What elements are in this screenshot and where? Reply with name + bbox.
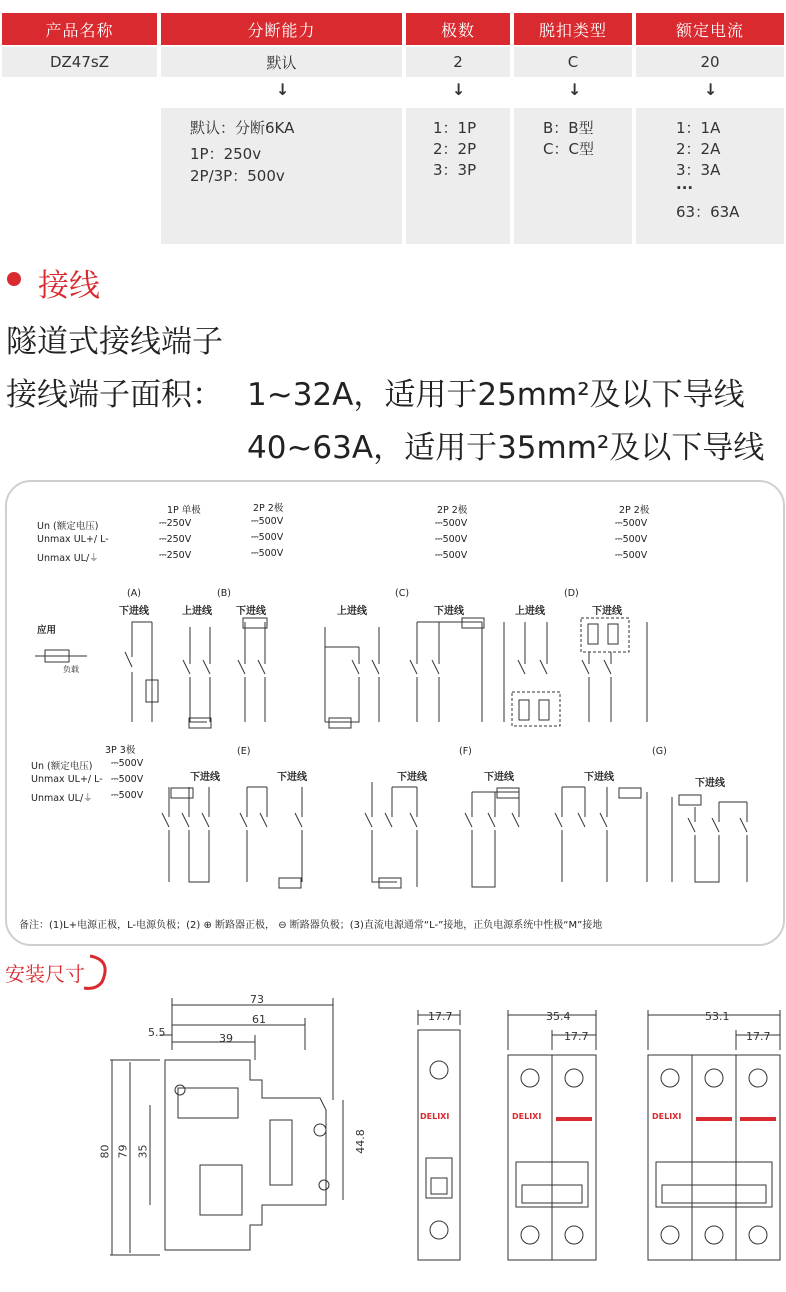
- value-breaking-capacity: 默认: [161, 47, 402, 77]
- bullet-icon: [7, 272, 21, 286]
- install-drawings: [0, 990, 786, 1290]
- col-title: 1P 单极: [167, 505, 201, 516]
- col-value: ⎓500V: [111, 774, 144, 785]
- install-title: 安装尺寸: [5, 962, 85, 986]
- arrow-down-icon: ↓: [276, 80, 290, 99]
- header-breaking-capacity: 分断能力: [161, 13, 402, 45]
- col-value: ⎓500V: [111, 758, 144, 769]
- col-value: ⎓500V: [251, 516, 284, 527]
- dim-53-1: 53.1: [705, 1010, 730, 1023]
- lower-in-label: 下进线: [695, 778, 725, 789]
- col-value: ⎓500V: [111, 790, 144, 801]
- tag-e: (E): [237, 746, 251, 757]
- col-value: ⎓500V: [251, 548, 284, 559]
- option-text: 2：2A: [676, 140, 721, 158]
- tag-c: (C): [395, 588, 410, 599]
- row-label: Un (额定电压): [31, 761, 93, 772]
- option-text: C：C型: [543, 140, 594, 158]
- lower-in-label: 下进线: [584, 772, 614, 783]
- option-text: B：B型: [543, 119, 594, 137]
- dim-35: 35: [136, 1144, 150, 1159]
- col-value: ⎓500V: [615, 518, 648, 529]
- lower-in-label: 下进线: [236, 606, 266, 617]
- options-poles: [406, 108, 510, 244]
- header-trip-type: 脱扣类型: [514, 13, 632, 45]
- dim-44-8: 44.8: [353, 1129, 367, 1154]
- terminal-area-line2: 40~63A，适用于35mm²及以下导线: [247, 430, 765, 466]
- brand-logo: DELIXI: [652, 1112, 682, 1121]
- terminal-type: 隧道式接线端子: [6, 324, 223, 360]
- tag-f: (F): [459, 746, 472, 757]
- brand-logo: DELIXI: [512, 1112, 542, 1121]
- option-text: 1：1A: [676, 119, 721, 137]
- col-value: ⎓500V: [251, 532, 284, 543]
- dim-73: 73: [250, 993, 264, 1006]
- col-title: 2P 2极: [437, 505, 468, 516]
- option-text: 2P/3P：500v: [190, 167, 285, 185]
- option-text: ...: [676, 175, 694, 193]
- arrow-down-icon: ↓: [704, 80, 718, 99]
- upper-in-label: 上进线: [182, 606, 212, 617]
- value-trip-type: C: [514, 47, 632, 77]
- dim-80: 80: [98, 1144, 112, 1159]
- tag-a: (A): [127, 588, 141, 599]
- col-value: ⎓500V: [435, 550, 468, 561]
- options-current: [636, 108, 784, 244]
- row-label: Unmax UL+/ L-: [31, 774, 103, 785]
- dim-39: 39: [219, 1032, 233, 1045]
- terminal-area-label: 接线端子面积：: [6, 377, 223, 413]
- options-trip: [514, 108, 632, 244]
- col-value: ⎓250V: [159, 550, 192, 561]
- lower-in-label: 下进线: [484, 772, 514, 783]
- wiring-diagram-panel: [5, 480, 785, 946]
- row-label: Unmax UL/⏚: [31, 793, 93, 804]
- col-value: ⎓250V: [159, 534, 192, 545]
- col-value: ⎓250V: [159, 518, 192, 529]
- col-value: ⎓500V: [435, 534, 468, 545]
- col-value: ⎓500V: [615, 550, 648, 561]
- lower-in-label: 下进线: [592, 606, 622, 617]
- lower-in-label: 下进线: [397, 772, 427, 783]
- terminal-area-line1: 1~32A，适用于25mm²及以下导线: [247, 377, 745, 413]
- dim-5-5: 5.5: [148, 1026, 166, 1039]
- upper-in-label: 上进线: [337, 606, 367, 617]
- col-title: 2P 2极: [619, 505, 650, 516]
- value-product-name: DZ47sZ: [2, 47, 157, 77]
- option-text: 2：2P: [433, 140, 477, 158]
- tag-d: (D): [564, 588, 579, 599]
- dim-79: 79: [116, 1144, 130, 1159]
- upper-in-label: 上进线: [515, 606, 545, 617]
- row-label: Unmax UL+/ L-: [37, 534, 109, 545]
- lower-in-label: 下进线: [434, 606, 464, 617]
- dim-17-7: 17.7: [428, 1010, 453, 1023]
- arrow-down-icon: ↓: [452, 80, 466, 99]
- application-label: 应用: [37, 625, 57, 636]
- option-text: 1：1P: [433, 119, 477, 137]
- dim-17-7: 17.7: [746, 1030, 771, 1043]
- header-poles: 极数: [406, 13, 510, 45]
- load-label: 负载: [63, 665, 79, 674]
- option-text: 默认：分断6KA: [190, 119, 295, 137]
- circuit-diagrams: [7, 482, 783, 944]
- section-title: 接线: [38, 268, 100, 304]
- arrow-down-icon: ↓: [568, 80, 582, 99]
- option-text: 3：3A: [676, 161, 721, 179]
- options-breaking: [161, 108, 402, 244]
- lower-in-label: 下进线: [190, 772, 220, 783]
- tag-g: (G): [652, 746, 667, 757]
- row-label: Unmax UL/⏚: [37, 553, 99, 564]
- value-rated-current: 20: [636, 47, 784, 77]
- lower-in-label: 下进线: [119, 606, 149, 617]
- option-text: 1P：250v: [190, 145, 262, 163]
- col-title: 2P 2极: [253, 503, 284, 514]
- header-product-name: 产品名称: [2, 13, 157, 45]
- dim-61: 61: [252, 1013, 266, 1026]
- tag-b: (B): [217, 588, 231, 599]
- brand-logo: DELIXI: [420, 1112, 450, 1121]
- diagram-note: 备注：(1)L+电源正极，L-电源负极；(2) ⊕ 断路器正极， ⊖ 断路器负极；(3)直流电源通常“L-”接地，正负电源系统中性极“M”接地: [19, 920, 603, 931]
- option-text: 3：3P: [433, 161, 477, 179]
- value-poles: 2: [406, 47, 510, 77]
- header-rated-current: 额定电流: [636, 13, 784, 45]
- lower-in-label: 下进线: [277, 772, 307, 783]
- option-text: 63：63A: [676, 203, 740, 221]
- col-title: 3P 3极: [105, 745, 136, 756]
- col-value: ⎓500V: [435, 518, 468, 529]
- row-label: Un (额定电压): [37, 521, 99, 532]
- install-title-swoosh-icon: [82, 952, 122, 992]
- col-value: ⎓500V: [615, 534, 648, 545]
- dim-17-7: 17.7: [564, 1030, 589, 1043]
- dim-35-4: 35.4: [546, 1010, 571, 1023]
